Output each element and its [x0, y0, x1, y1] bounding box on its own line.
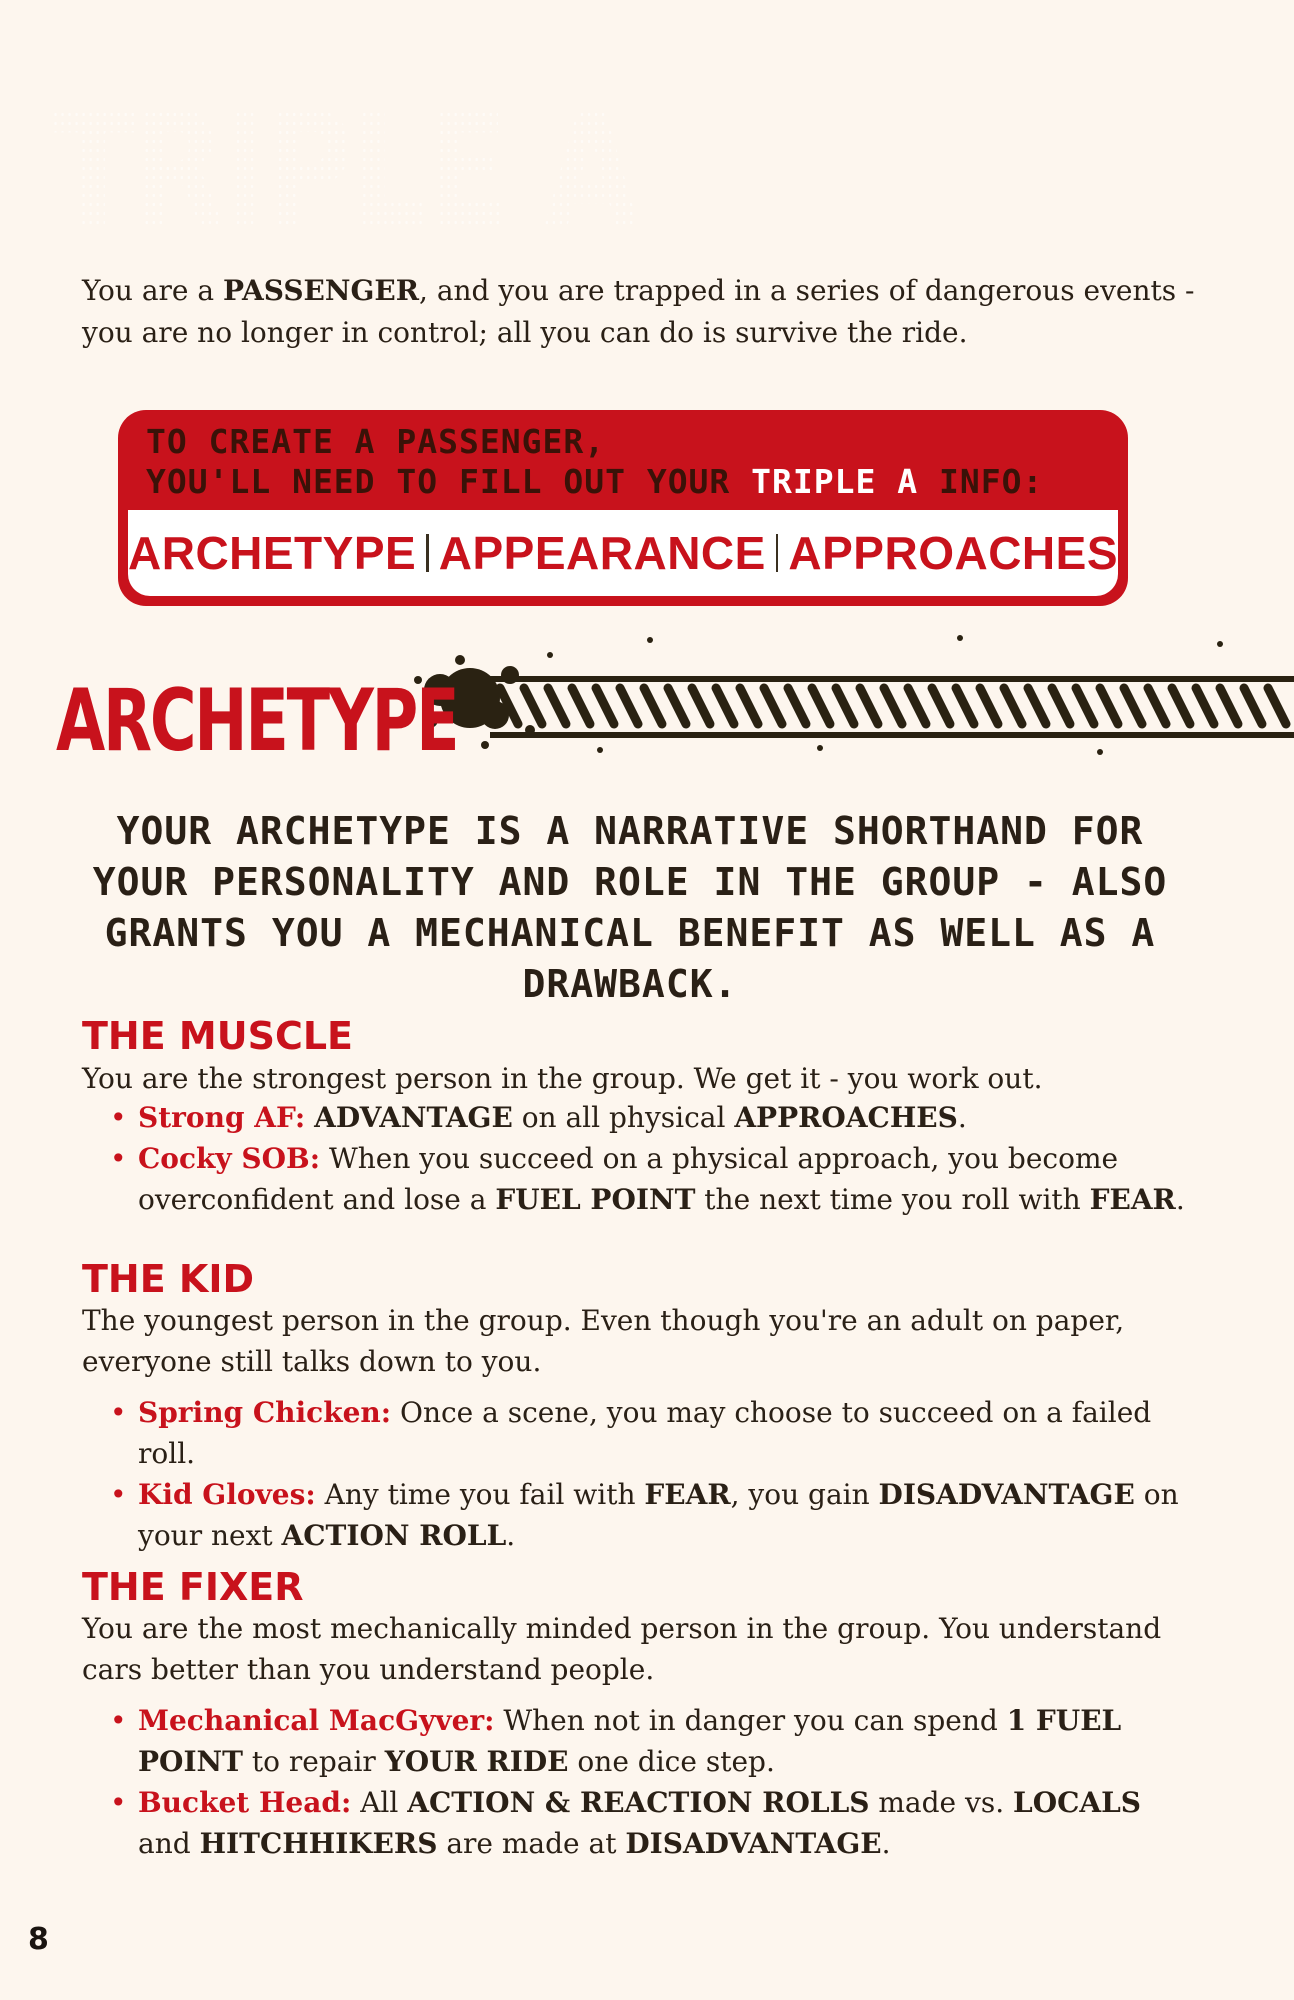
archetype-name: THE MUSCLE	[82, 1014, 354, 1058]
trait-text: .	[506, 1519, 516, 1552]
trait-text: .	[957, 1101, 967, 1134]
trait-item	[138, 1782, 1198, 1864]
trait-name: Strong AF:	[138, 1101, 306, 1134]
section-heading-archetype: ARCHETYPE	[56, 671, 458, 771]
callout-separator	[426, 534, 429, 572]
callout-line-2-pre: YOU'LL NEED TO FILL OUT YOUR	[146, 462, 752, 501]
trait-item	[138, 1700, 1198, 1782]
trait-text: All	[351, 1786, 408, 1819]
trait-item	[138, 1138, 1198, 1220]
intro-text: You are a	[82, 274, 223, 307]
trait-keyword: FUEL POINT	[495, 1183, 696, 1216]
trait-name: Mechanical MacGyver:	[138, 1704, 495, 1737]
trait-text: to repair	[242, 1745, 385, 1778]
trait-item	[138, 1474, 1198, 1556]
trait-item	[138, 1097, 1198, 1138]
trait-name: Kid Gloves:	[138, 1478, 316, 1511]
trait-keyword: ACTION & REACTION ROLLS	[407, 1786, 870, 1819]
trait-keyword: DISADVANTAGE	[625, 1827, 882, 1860]
archetype-name: THE FIXER	[82, 1565, 304, 1609]
trait-text: on your next	[138, 1478, 1179, 1552]
trait-keyword: DISADVANTAGE	[878, 1478, 1135, 1511]
trait-text: Any time you fail with	[315, 1478, 645, 1511]
trait-keyword: YOUR RIDE	[384, 1745, 569, 1778]
trait-text: the next time you roll with	[695, 1183, 1090, 1216]
triple-a-callout	[118, 410, 1128, 606]
callout-items	[128, 510, 1118, 596]
trait-text: on all physical	[512, 1101, 735, 1134]
trait-keyword: ACTION ROLL	[281, 1519, 507, 1552]
intro-paragraph	[82, 270, 1222, 354]
trait-name: Spring Chicken:	[138, 1396, 392, 1429]
callout-item-appearance: APPEARANCE	[438, 527, 766, 579]
trait-name: Bucket Head:	[138, 1786, 352, 1819]
intro-bold: PASSENGER	[222, 274, 420, 307]
trait-text: are made at	[437, 1827, 626, 1860]
trait-text: When not in danger you can spend	[494, 1704, 1007, 1737]
trait-list	[138, 1700, 1198, 1864]
trait-text: one dice step.	[568, 1745, 775, 1778]
trait-keyword: FEAR	[644, 1478, 731, 1511]
trait-keyword: LOCALS	[1013, 1786, 1142, 1819]
trait-text	[305, 1101, 314, 1134]
trait-list	[138, 1392, 1198, 1556]
page-number: 8	[28, 1922, 49, 1957]
callout-line-2	[146, 462, 1106, 502]
trait-keyword: ADVANTAGE	[314, 1101, 513, 1134]
trait-name: Cocky SOB:	[138, 1142, 321, 1175]
trait-list	[138, 1097, 1198, 1220]
trait-text: .	[881, 1827, 891, 1860]
archetype-description: The youngest person in the group. Even though you're an adult on paper, everyone still talks down to you.	[82, 1304, 1125, 1378]
trait-keyword: 1 FUEL POINT	[138, 1704, 1122, 1778]
archetype-blurb: YOUR ARCHETYPE IS A NARRATIVE SHORTHAND FOR YOUR PERSONALITY AND ROLE IN THE GROUP - ALSO GRANTS YOU A MECHANICAL BENEFIT AS WELL AS A DRAWBACK.	[92, 809, 1168, 1006]
archetype-description: You are the most mechanically minded person in the group. You understand cars better than you understand people.	[82, 1612, 1162, 1686]
trait-text: made vs.	[869, 1786, 1014, 1819]
callout-highlight: TRIPLE A	[751, 462, 919, 501]
callout-line-1: TO CREATE A PASSENGER,	[146, 422, 606, 461]
callout-line-2-post: INFO:	[918, 462, 1044, 501]
tire-tread-graphic	[400, 620, 1294, 770]
callout-separator	[776, 534, 779, 572]
page-title: TRIPLE A	[52, 79, 636, 261]
callout-item-approaches: APPROACHES	[788, 527, 1118, 579]
trait-item	[138, 1392, 1198, 1474]
trait-text: When you succeed on a physical approach, you become overconfident and lose a	[138, 1142, 1119, 1216]
trait-keyword: APPROACHES	[734, 1101, 958, 1134]
trait-text: , you gain	[730, 1478, 879, 1511]
trait-text: .	[1175, 1183, 1185, 1216]
trait-keyword: FEAR	[1089, 1183, 1176, 1216]
intro-text: , and you are trapped in a series of dangerous events - you are no longer in control; all you can do is survive the ride.	[82, 274, 1195, 349]
trait-text: and	[138, 1827, 200, 1860]
callout-heading	[146, 422, 1106, 502]
trait-text: Once a scene, you may choose to succeed on a failed roll.	[138, 1396, 1152, 1470]
callout-item-archetype: ARCHETYPE	[128, 527, 417, 579]
archetype-description: You are the strongest person in the group. We get it - you work out.	[82, 1062, 1043, 1095]
trait-keyword: HITCHHIKERS	[199, 1827, 438, 1860]
archetype-name: THE KID	[82, 1257, 255, 1301]
